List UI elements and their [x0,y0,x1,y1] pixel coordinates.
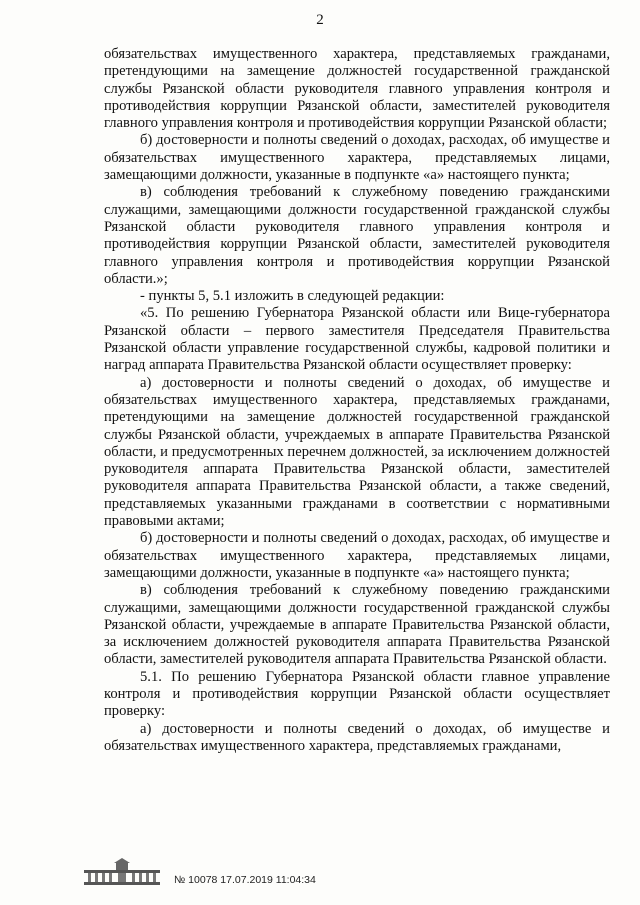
paragraph: 5.1. По решению Губернатора Рязанской области главное управление контроля и противодействия коррупции Рязанской области осуществляет проверку: [104,668,610,720]
paragraph: в) соблюдения требований к служебному поведению гражданскими служащими, замещающими должности государственной гражданской службы Рязанской области руководителя главного управления контроля и противодействия коррупции Рязанской области, заместителей руководителя главного управления контроля и противодействия коррупции Рязанской области.»; [104,184,610,287]
paragraph: б) достоверности и полноты сведений о доходах, расходах, об имуществе и обязательствах имущественного характера, представляемых лицами, замещающими должности, указанные в подпункте «а» настоящего пункта; [104,530,610,581]
document-footer [82,858,382,898]
paragraph: «5. По решению Губернатора Рязанской области или Вице-губернатора Рязанской области – первого заместителя Председателя Правительства Рязанской области управление государственной службы, кадровой политики и наград аппарата Правительства Рязанской области осуществляет проверку: [104,305,610,374]
paragraph: а) достоверности и полноты сведений о доходах, об имуществе и обязательствах имущественного характера, представляемых гражданами, претендующими на замещение должностей государственной гражданской службы Рязанской области, учреждаемых в аппарате Правительства Рязанской области, и предусмотренных перечнем должностей, за исключением должностей руководителя аппарата Правительства Рязанской области, заместителей руководителя аппарата Правительства Рязанской области, а также сведений, представляемых указанными гражданами в соответствии с нормативными правовыми актами; [104,374,610,530]
registration-stamp: № 10078 17.07.2019 11:04:34 [174,874,316,886]
paragraph: б) достоверности и полноты сведений о доходах, расходах, об имуществе и обязательствах имущественного характера, представляемых лицами, замещающими должности, указанные в подпункте «а» настоящего пункта; [104,132,610,184]
paragraph: обязательствах имущественного характера, представляемых гражданами, претендующими на замещение должностей государственной гражданской службы Рязанской области руководителя главного управления контроля и противодействия коррупции Рязанской области, заместителей руководителя главного управления контроля и противодействия коррупции Рязанской области; [104,46,610,132]
page-number: 2 [316,12,324,28]
paragraph: а) достоверности и полноты сведений о доходах, об имуществе и обязательствах имущественного характера, представляемых гражданами, [104,720,610,754]
paragraph: - пункты 5, 5.1 изложить в следующей редакции: [140,288,445,305]
document-body [104,46,610,755]
building-logo-icon [82,858,162,888]
paragraph: в) соблюдения требований к служебному поведению гражданскими служащими, замещающими должности государственной гражданской службы Рязанской области, учреждаемые в аппарате Правительства Рязанской области, за исключением должностей руководителя аппарата Правительства Рязанской области, заместителей руководителя аппарата Правительства Рязанской области. [104,582,610,668]
